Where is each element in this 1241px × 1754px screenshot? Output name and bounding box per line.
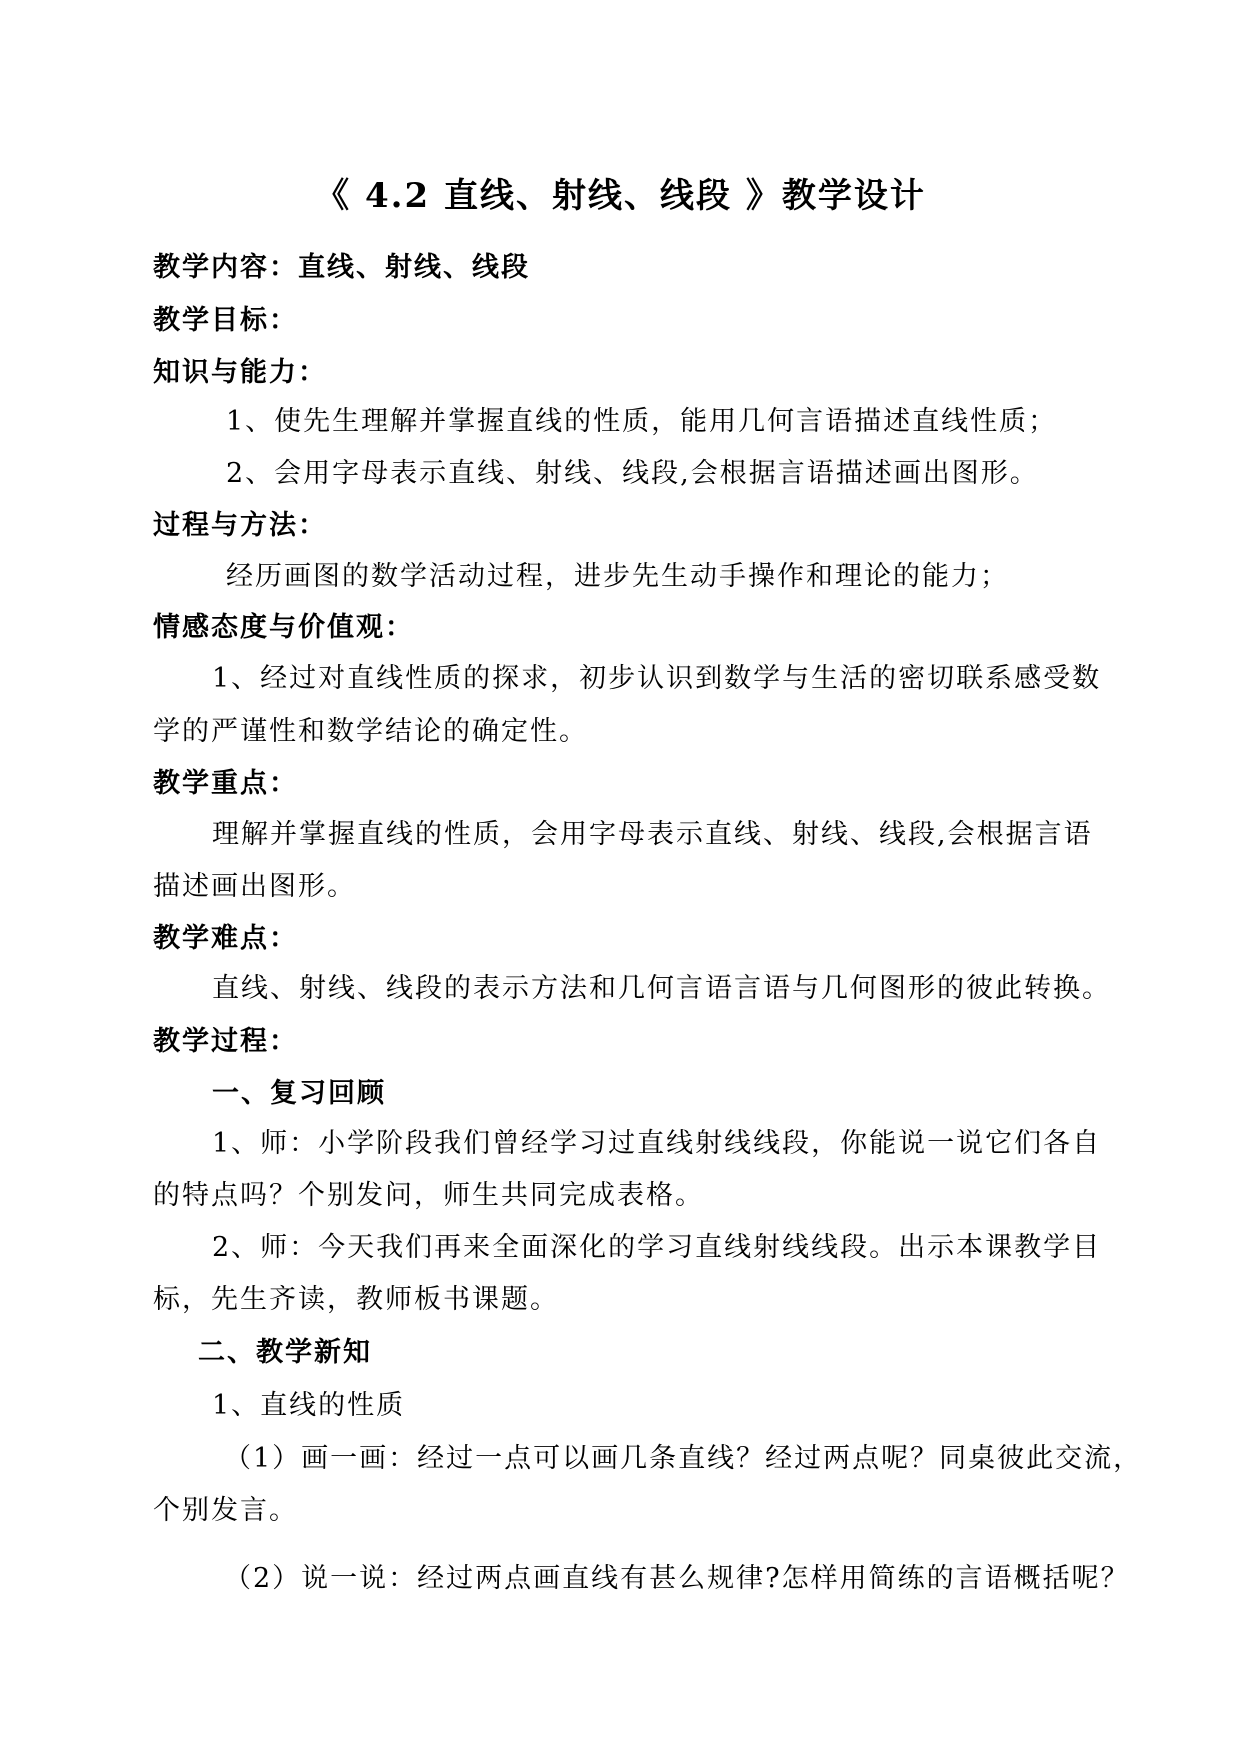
key-points-text-cont: 描述画出图形。 — [153, 871, 356, 902]
teaching-content: 教学内容：直线、射线、线段 — [153, 252, 530, 283]
review-item-2-cont: 标，先生齐读，教师板书课题。 — [153, 1284, 559, 1315]
review-item-1: 1、师：小学阶段我们曾经学习过直线射线线段，你能说一说它们各自 — [212, 1128, 1102, 1159]
emotion-item-1-cont: 学的严谨性和数学结论的确定性。 — [153, 716, 588, 747]
process-method-text: 经历画图的数学活动过程，进步先生动手操作和理论的能力； — [226, 561, 1009, 592]
goal-item-1: 1、使先生理解并掌握直线的性质，能用几何言语描述直线性质； — [226, 406, 1058, 437]
section-new-knowledge: 二、教学新知 — [198, 1337, 372, 1368]
key-points-text: 理解并掌握直线的性质，会用字母表示直线、射线、线段,会根据言语 — [212, 819, 1093, 850]
heading-key-points: 教学重点： — [153, 768, 298, 799]
draw-activity-cont: 个别发言。 — [153, 1495, 298, 1526]
review-item-1-cont: 的特点吗？个别发问，师生共同完成表格。 — [153, 1180, 704, 1211]
goal-item-2: 2、会用字母表示直线、射线、线段,会根据言语描述画出图形。 — [226, 458, 1039, 489]
heading-process-method: 过程与方法： — [153, 510, 327, 541]
heading-knowledge-ability: 知识与能力： — [153, 357, 327, 388]
emotion-item-1: 1、经过对直线性质的探求，初步认识到数学与生活的密切联系感受数 — [212, 663, 1102, 694]
review-item-2: 2、师：今天我们再来全面深化的学习直线射线线段。出示本课教学目 — [212, 1232, 1102, 1263]
section-review: 一、复习回顾 — [212, 1078, 386, 1109]
heading-teaching-goals: 教学目标： — [153, 305, 298, 336]
draw-activity: （1）画一画：经过一点可以画几条直线？经过两点呢？同桌彼此交流， — [224, 1443, 1143, 1474]
heading-teaching-process: 教学过程： — [153, 1026, 298, 1057]
document-title: 《 4.2 直线、射线、线段 》教学设计 — [315, 176, 926, 216]
new-knowledge-item-1: 1、直线的性质 — [212, 1390, 406, 1421]
difficulties-text: 直线、射线、线段的表示方法和几何言语言语与几何图形的彼此转换。 — [212, 973, 1111, 1004]
heading-emotion-values: 情感态度与价值观： — [153, 612, 414, 643]
say-activity: （2）说一说：经过两点画直线有甚么规律?怎样用简练的言语概括呢？ — [224, 1563, 1130, 1594]
heading-difficulties: 教学难点： — [153, 923, 298, 954]
